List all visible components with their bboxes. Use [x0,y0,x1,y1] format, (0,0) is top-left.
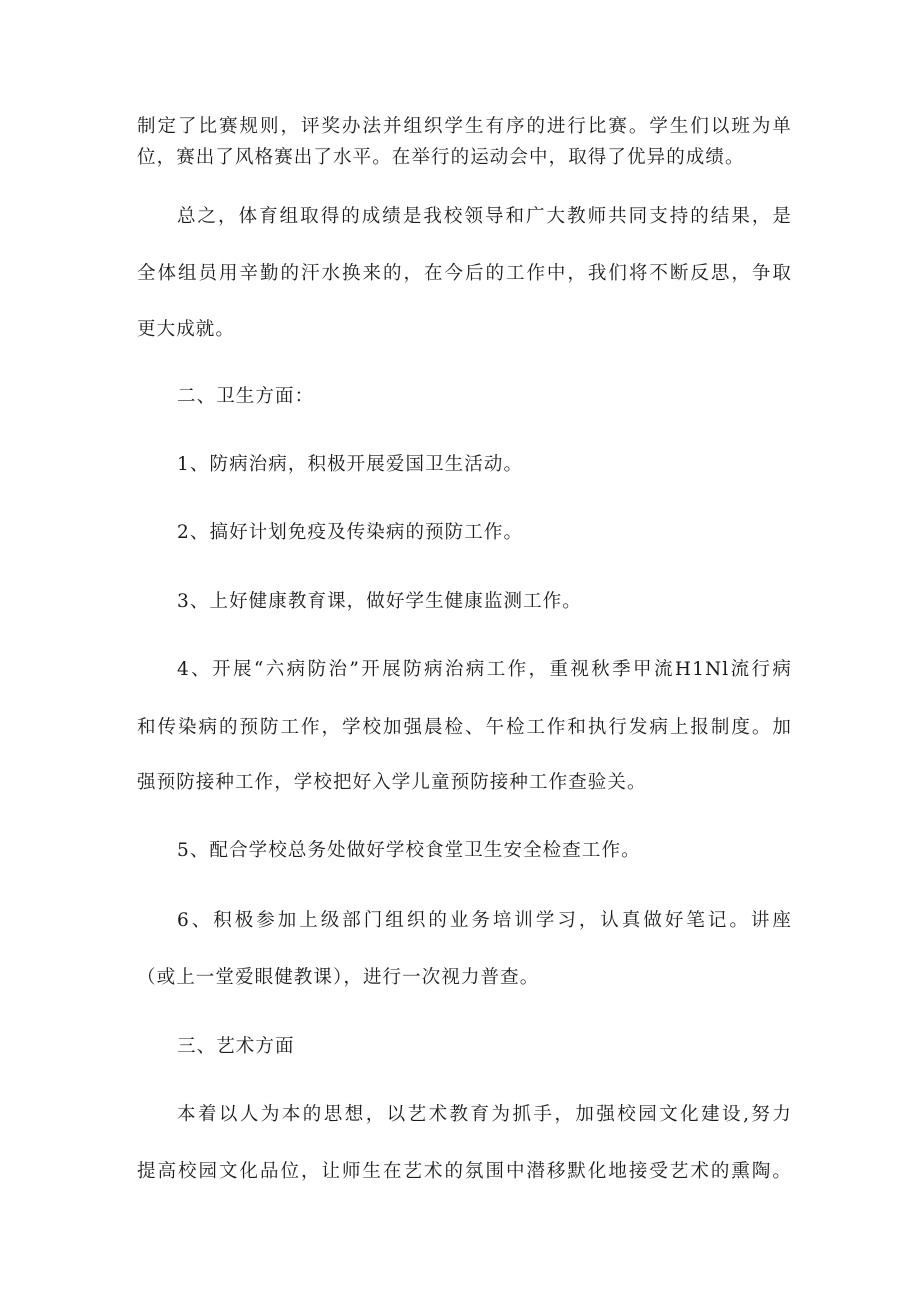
text-line: 提高校园文化品位，让师生在艺术的氛围中潜移默化地接受艺术的熏陶。 [137,1161,792,1182]
text-line: 强预防接种工作，学校把好入学儿童预防接种工作查验关。 [137,772,647,793]
text-line: 位，赛出了风格赛出了水平。在举行的运动会中，取得了优异的成绩。 [137,147,745,168]
text-line: 全体组员用辛勤的汗水换来的，在今后的工作中，我们将不断反思，争取 [137,263,792,284]
list-item: 2、搞好计划免疫及传染病的预防工作。 [177,522,524,543]
text-line: 制定了比赛规则，评奖办法并组织学生有序的进行比赛。学生们以班为单 [137,116,792,137]
text-line: 总之，体育组取得的成绩是我校领导和广大教师共同支持的结果，是 [177,206,792,227]
section-heading: 三、艺术方面 [177,1036,295,1057]
list-item: 6、积极参加上级部门组织的业务培训学习，认真做好笔记。讲座 [177,910,792,931]
list-item: 4、开展“六病防治”开展防病治病工作，重视秋季甲流H1Nl流行病 [177,659,792,680]
text-line: （或上一堂爱眼健教课），进行一次视力普查。 [137,967,540,988]
text-line: 更大成就。 [137,319,236,340]
text-line: 和传染病的预防工作，学校加强晨检、午检工作和执行发病上报制度。加 [137,717,792,738]
section-heading: 二、卫生方面： [177,386,315,407]
list-item: 3、上好健康教育课，做好学生健康监测工作。 [177,591,582,612]
text-line: 本着以人为本的思想，以艺术教育为抓手，加强校园文化建设,努力 [177,1104,792,1125]
list-item: 5、配合学校总务处做好学校食堂卫生安全检查工作。 [177,840,641,861]
list-item: 1、防病治病，积极开展爱国卫生活动。 [177,454,524,475]
